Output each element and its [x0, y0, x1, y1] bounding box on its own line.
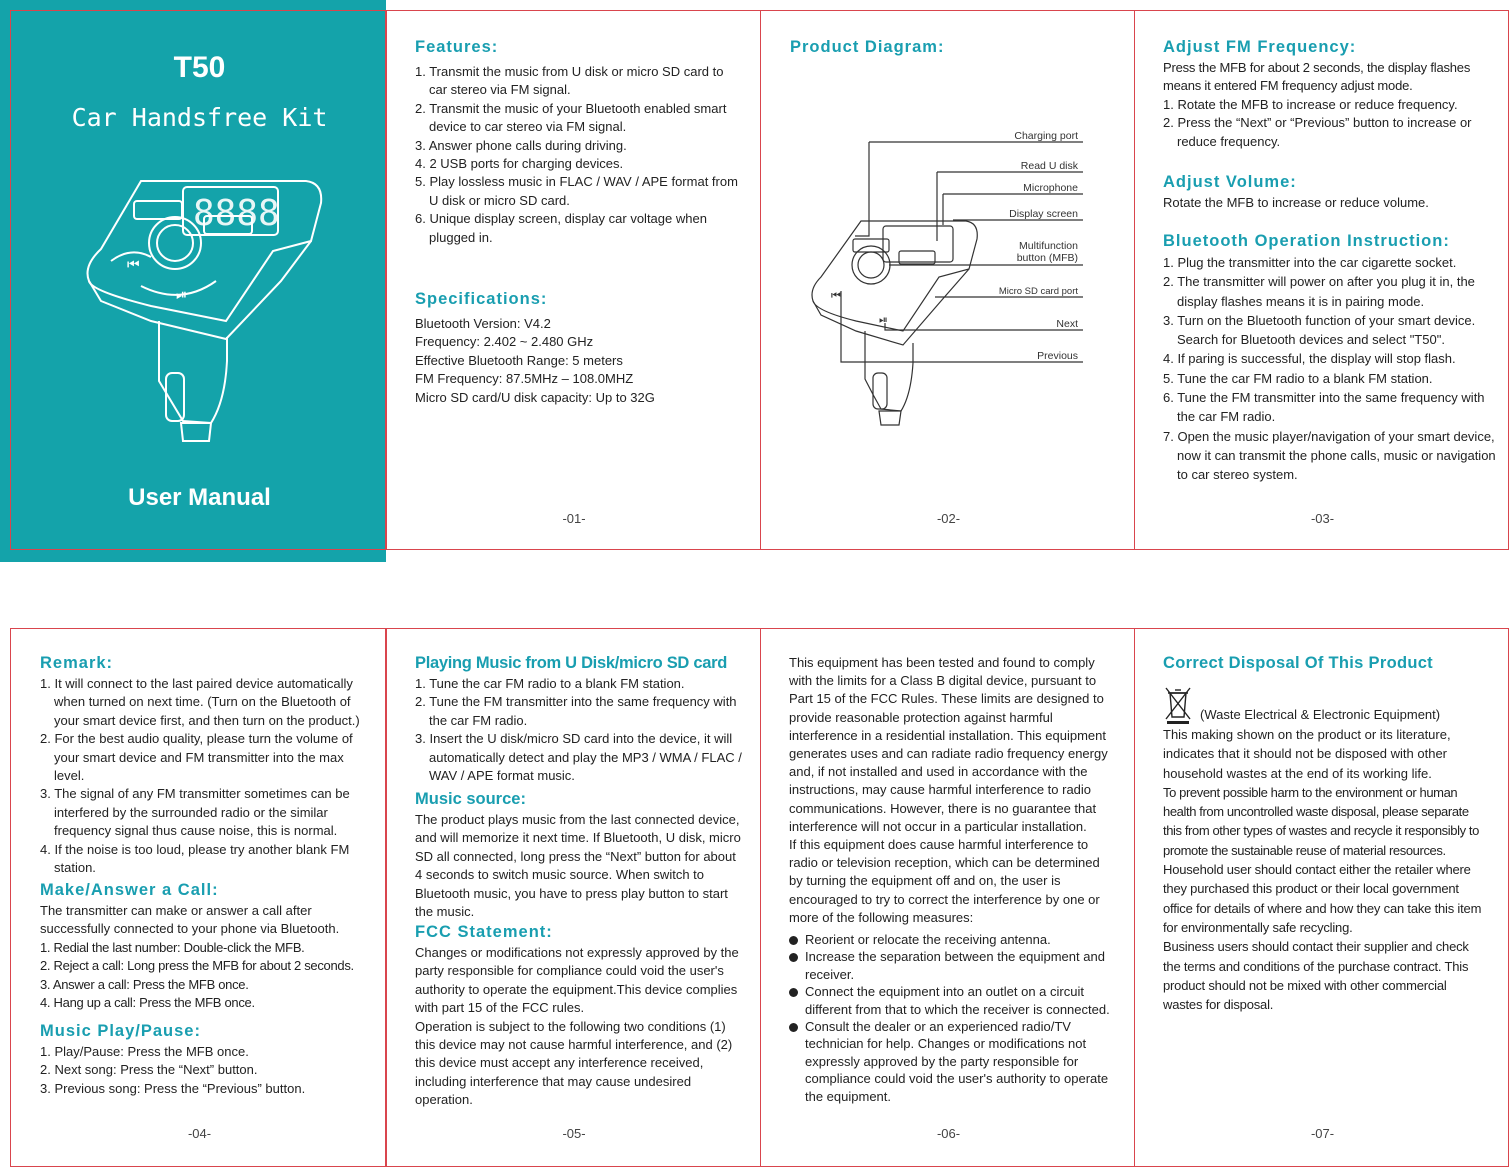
svg-text:⏯: ⏯ [176, 287, 188, 303]
list-item: 2. For the best audio quality, please turn the volume of your smart device and FM transmitter into the max level. [40, 731, 353, 784]
label-display-screen: Display screen [1009, 208, 1078, 220]
spec-line: FM Frequency: 87.5MHz – 108.0MHZ [415, 371, 634, 387]
music-source-heading: Music source: [415, 790, 526, 808]
call-steps [40, 939, 370, 1013]
list-item: 6. Unique display screen, display car voltage when plugged in. [415, 211, 707, 245]
list-item: 3. Insert the U disk/micro SD card into the device, it will automatically detect and play the MP3 / WMA / FLAC / WAV / APE format music. [415, 731, 742, 784]
page-number: -07- [1310, 1126, 1335, 1141]
list-item: 3. Previous song: Press the “Previous” button. [40, 1080, 306, 1096]
label-mfb-line2: button (MFB) [1016, 252, 1078, 264]
disposal-text-3: Household user should contact either the retailer where they purchased this product or their local government office for details of where and how they can take this item for environmentally safe recycling. [1163, 862, 1482, 935]
list-item: Increase the separation between the equipment and receiver. [789, 948, 1111, 983]
list-item: 1. Play/Pause: Press the MFB once. [40, 1044, 249, 1059]
music-play-heading: Music Play/Pause: [40, 1022, 201, 1040]
call-heading: Make/Answer a Call: [40, 881, 219, 899]
list-item: 2. The transmitter will power on after you plug it in, the display flashes means it is in pairing mode. [1163, 274, 1475, 309]
list-item: 4. If the noise is too loud, please try another blank FM station. [40, 841, 350, 876]
music-source-text: The product plays music from the last connected device, and will memorize it next time. If Bluetooth, U disk, micro SD all connected, long press the “Next” button for about 4 seconds to switch music source. When switch to Bluetooth music, you have to press play button to start the music. [415, 812, 741, 920]
fcc-heading: FCC Statement: [415, 923, 553, 941]
spec-line: Effective Bluetooth Range: 5 meters [415, 352, 623, 368]
page-04 [10, 628, 387, 1167]
remark-heading: Remark: [40, 654, 114, 672]
page-number: -01- [562, 511, 586, 526]
specifications-heading: Specifications: [415, 290, 548, 308]
call-intro: The transmitter can make or answer a call after successfully connected to your phone via Bluetooth. [40, 903, 340, 937]
list-item: Reorient or relocate the receiving antenna. [789, 931, 1111, 948]
label-next: Next [1056, 318, 1078, 330]
page-number: -03- [1310, 511, 1335, 526]
page-06 [760, 628, 1135, 1167]
page-03 [1134, 10, 1509, 550]
adjust-volume-heading: Adjust Volume: [1163, 173, 1297, 191]
bluetooth-steps [1163, 253, 1497, 485]
svg-text:⏯: ⏯ [879, 313, 888, 326]
list-item: 1. Rotate the MFB to increase or reduce frequency. [1163, 96, 1458, 112]
bluetooth-heading: Bluetooth Operation Instruction: [1163, 232, 1450, 250]
list-item: 2. Transmit the music of your Bluetooth enabled smart device to car stereo via FM signal. [415, 100, 727, 135]
list-item: 1. It will connect to the last paired device automatically when turned on next time. (Turn on the Bluetooth of your smart device first, and then turn on the product.) [40, 676, 360, 728]
spec-line: Micro SD card/U disk capacity: Up to 32G [415, 389, 655, 405]
list-item: 4. 2 USB ports for charging devices. [415, 156, 624, 172]
list-item: 7. Open the music player/navigation of your smart device, now it can transmit the phone calls, music or navigation to car stereo system. [1163, 428, 1496, 483]
disposal-text-4: Business users should contact their supplier and check the terms and conditions of the purchase contract. This product should not be mixed with other commercial wastes for disposal. [1163, 939, 1469, 1013]
weee-bin-icon [1163, 685, 1193, 725]
label-read-u-disk: Read U disk [1020, 160, 1078, 172]
list-item: 2. Reject a call: Long press the MFB for about 2 seconds. [40, 958, 354, 974]
fcc-measures-list [789, 931, 1111, 1105]
list-item: 1. Plug the transmitter into the car cigarette socket. [1163, 255, 1457, 270]
list-item: 3. Answer phone calls during driving. [415, 137, 627, 153]
playing-music-steps [415, 675, 743, 785]
label-mfb-line1: Multifunction [1019, 240, 1078, 252]
music-play-steps [40, 1043, 370, 1098]
list-item: 5. Play lossless music in FLAC / WAV / APE format from U disk or micro SD card. [415, 174, 738, 208]
list-item: 1. Redial the last number: Double-click the MFB. [40, 939, 305, 955]
adjust-fm-heading: Adjust FM Frequency: [1163, 38, 1357, 56]
cover-panel [10, 10, 387, 550]
page-07 [1134, 628, 1509, 1167]
label-previous: Previous [1037, 350, 1078, 362]
label-microphone: Microphone [1023, 182, 1078, 194]
spec-line: Frequency: 2.402 ~ 2.480 GHz [415, 334, 594, 350]
list-item: 1. Transmit the music from U disk or micro SD card to car stereo via FM signal. [415, 64, 724, 98]
list-item: 4. If paring is successful, the display will stop flash. [1163, 351, 1456, 367]
page-number: -04- [187, 1126, 212, 1141]
list-item: Consult the dealer or an experienced radio/TV technician for help. Changes or modifications not expressly approved by the party responsible for compliance could void the user's authority to operate the equipment. [789, 1018, 1111, 1105]
list-item: Connect the equipment into an outlet on a circuit different from that to which the receiver is connected. [789, 983, 1111, 1018]
spec-line: Bluetooth Version: V4.2 [415, 316, 551, 331]
product-diagram-heading: Product Diagram: [790, 38, 945, 56]
volume-text: Rotate the MFB to increase or reduce volume. [1163, 195, 1429, 210]
fcc-text-1: Changes or modifications not expressly approved by the party responsible for compliance could void the user's authority to operate the equipment.This device complies with part 15 of the FCC rules. [415, 945, 739, 1016]
page-number: -05- [562, 1126, 586, 1141]
list-item: 3. Turn on the Bluetooth function of your smart device. Search for Bluetooth devices and select "T50". [1163, 312, 1476, 348]
product-diagram [761, 111, 1136, 531]
fcc-text-2: Operation is subject to the following two conditions (1) this device may not cause harmful interference, and (2) this device must accept any interference received, including interference that may cause undesired operation. [415, 1018, 733, 1108]
list-item: 2. Tune the FM transmitter into the same frequency with the car FM radio. [415, 694, 737, 728]
list-item: 1. Tune the car FM radio to a blank FM station. [415, 676, 685, 691]
label-charging-port: Charging port [1014, 130, 1078, 142]
features-heading: Features: [415, 38, 499, 56]
features-list [415, 63, 745, 247]
list-item: 3. The signal of any FM transmitter sometimes can be interfered by the surrounded radio or the similar frequency signal thus cause noise, this is normal. [40, 786, 350, 839]
page-05 [385, 628, 761, 1167]
fm-intro: Press the MFB for about 2 seconds, the display flashes means it entered FM frequency adjust mode. [1163, 60, 1471, 94]
page-number: -06- [936, 1126, 961, 1141]
fcc-measures-intro: If this equipment does cause harmful interference to radio or television reception, which can be determined by turning the equipment off and on, the user is encouraged to try to correct the interference by one or more of the following measures: [789, 837, 1100, 925]
cover-subtitle: Car Handsfree Kit [71, 103, 328, 132]
disposal-text-2: To prevent possible harm to the environment or human health from uncontrolled waste disposal, please separate this from other types of wastes and recycle it responsibly to promote the sustainable reuse of material resources. [1163, 784, 1479, 858]
fm-steps [1163, 96, 1493, 151]
list-item: 5. Tune the car FM radio to a blank FM station. [1163, 370, 1433, 386]
page-01 [385, 10, 761, 550]
list-item: 2. Next song: Press the “Next” button. [40, 1062, 258, 1078]
label-micro-sd: Micro SD card port [998, 286, 1078, 297]
playing-music-heading: Playing Music from U Disk/micro SD card [415, 654, 727, 672]
fcc-compliance-text: This equipment has been tested and found to comply with the limits for a Class B digital device, pursuant to Part 15 of the FCC Rules. These limits are designed to provide reasonable protection against harmful interference in a residential installation. This equipment generates uses and can radiate radio frequency energy and, if not installed and used in accordance with the instructions, may cause harmful interference to radio communications. However, there is no guarantee that interference will not occur in a particular installation. [789, 655, 1108, 834]
list-item: 4. Hang up a call: Press the MFB once. [40, 995, 255, 1011]
cover-footer: User Manual [128, 484, 271, 511]
cover-model-title: T50 [173, 51, 226, 84]
svg-text:⏮: ⏮ [831, 289, 841, 302]
remark-list [40, 675, 364, 877]
list-item: 3. Answer a call: Press the MFB once. [40, 976, 249, 992]
list-item: 6. Tune the FM transmitter into the same frequency with the car FM radio. [1163, 390, 1485, 425]
page-number: -02- [936, 511, 961, 526]
disposal-heading: Correct Disposal Of This Product [1163, 654, 1433, 672]
device-illustration [11, 161, 388, 461]
weee-label: (Waste Electrical & Electronic Equipment) [1200, 707, 1441, 722]
page-02 [760, 10, 1135, 550]
list-item: 2. Press the “Next” or “Previous” button to increase or reduce frequency. [1163, 115, 1472, 149]
disposal-text-1: This making shown on the product or its literature, indicates that it should not be disposed with other household wastes at the end of its working life. [1163, 727, 1451, 781]
device-display-digits: 8888 [193, 193, 280, 234]
svg-text:⏮: ⏮ [127, 257, 140, 273]
